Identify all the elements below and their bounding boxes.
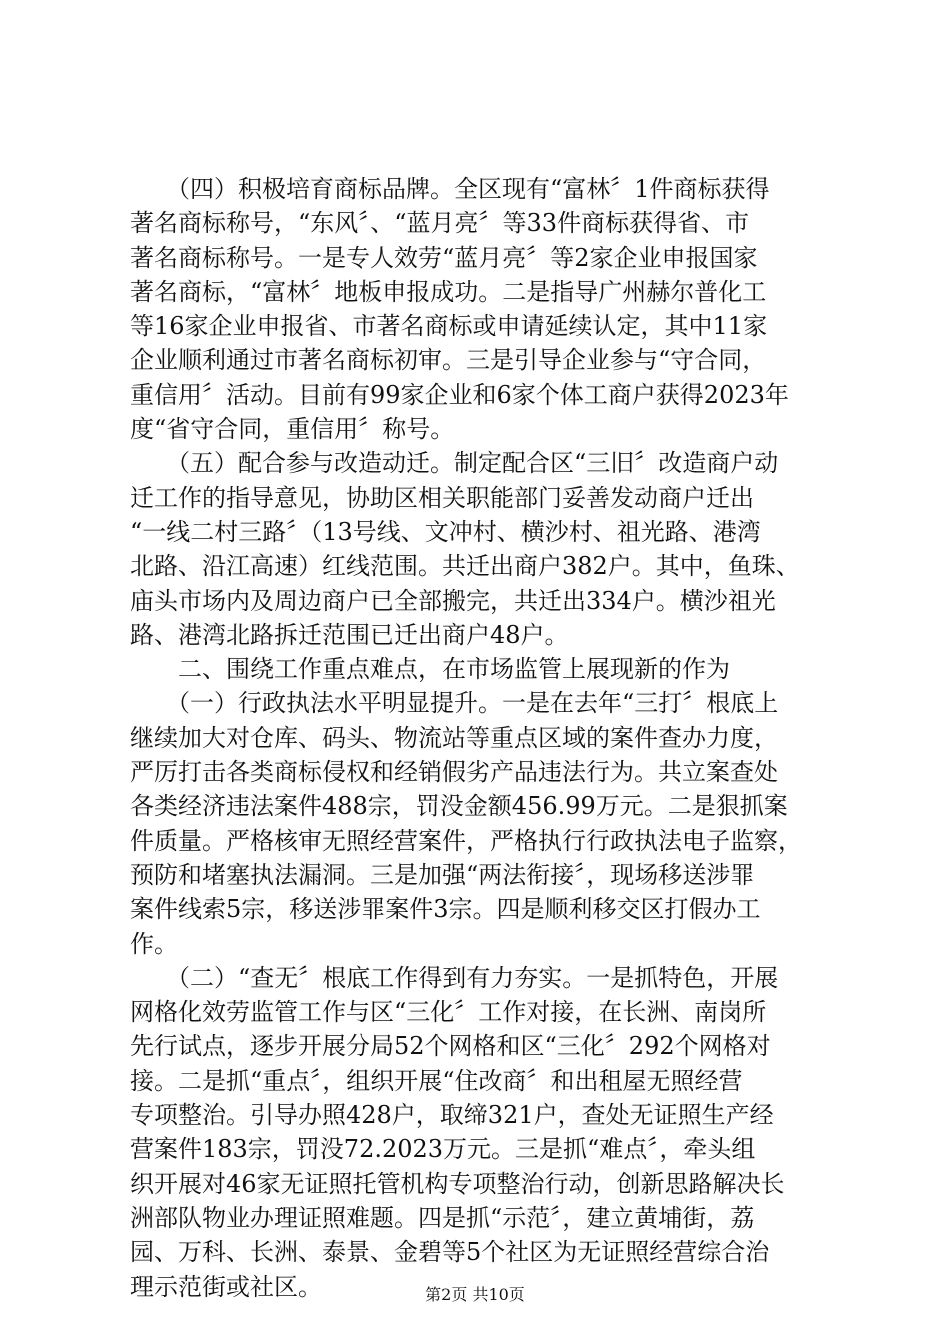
text-line: 园、万科、长洲、泰景、金碧等5个社区为无证照经营综合治 (130, 1238, 770, 1267)
text-line: 北路、沿江高速）红线范围。共迁出商户382户。其中，鱼珠、 (130, 552, 800, 581)
page-footer: 第2页 共10页 (425, 1285, 525, 1304)
text-line: 理示范街或社区。 (130, 1272, 322, 1301)
text-line: 各类经济违法案件488宗，罚没金额456.99万元。二是狠抓案 (130, 792, 788, 821)
text-line: 先行试点，逐步开展分局52个网格和区“三化〞292个网格对 (130, 1032, 771, 1061)
text-line: 庙头市场内及周边商户已全部搬完，共迁出334户。横沙祖光 (130, 586, 776, 615)
text-line: 继续加大对仓库、码头、物流站等重点区域的案件查办力度， (130, 723, 778, 752)
text-line: 专项整治。引导办照428户，取缔321户，查处无证照生产经 (130, 1101, 774, 1130)
text-line: 网格化效劳监管工作与区“三化〞工作对接，在长洲、南岗所 (130, 998, 767, 1027)
text-line: 件质量。严格核审无照经营案件，严格执行行政执法电子监察， (130, 826, 802, 855)
text-line: 洲部队物业办理证照难题。四是抓“示范〞，建立黄埔街，荔 (130, 1203, 755, 1232)
text-line: 严厉打击各类商标侵权和经销假劣产品违法行为。共立案查处 (130, 758, 778, 787)
text-line: “一线二村三路〞（13号线、文冲村、横沙村、祖光路、港湾 (130, 517, 761, 546)
text-line: 迁工作的指导意见，协助区相关职能部门妥善发动商户迁出 (130, 483, 754, 512)
text-line: 接。二是抓“重点〞，组织开展“住改商〞和出租屋无照经营 (130, 1066, 743, 1095)
text-line: 重信用〞活动。目前有99家企业和6家个体工商户获得2023年 (130, 380, 789, 409)
text-line: 案件线索5宗，移送涉罪案件3宗。四是顺利移交区打假办工 (130, 895, 761, 924)
text-line: （四）积极培育商标品牌。全区现有“富林〞1件商标获得 (130, 175, 770, 203)
text-line: 织开展对46家无证照托管机构专项整治行动，创新思路解决长 (130, 1169, 785, 1198)
document-body (130, 172, 830, 1304)
text-line: 二、围绕工作重点难点，在市场监管上展现新的作为 (130, 655, 730, 684)
text-line: 著名商标，“富林〞地板申报成功。二是指导广州赫尔普化工 (130, 277, 767, 306)
text-line: 路、港湾北路拆迁范围已迁出商户48户。 (130, 620, 569, 649)
text-line: 著名商标称号，“东风〞、“蓝月亮〞等33件商标获得省、市 (130, 209, 750, 238)
text-line: 企业顺利通过市著名商标初审。三是引导企业参与“守合同， (130, 346, 767, 375)
text-line: 作。 (130, 929, 178, 958)
text-line: 营案件183宗，罚没72.2023万元。三是抓“难点〞，牵头组 (130, 1135, 756, 1164)
text-line: 等16家企业申报省、市著名商标或申请延续认定，其中11家 (130, 312, 768, 341)
text-line: 度“省守合同，重信用〞称号。 (130, 415, 455, 444)
text-line: 著名商标称号。一是专人效劳“蓝月亮〞等2家企业申报国家 (130, 243, 758, 272)
text-line: （五）配合参与改造动迁。制定配合区“三旧〞改造商户动 (130, 449, 779, 478)
text-line: 预防和堵塞执法漏洞。三是加强“两法衔接〞，现场移送涉罪 (130, 860, 755, 889)
text-line: （二）“查无〞根底工作得到有力夯实。一是抓特色，开展 (130, 963, 779, 992)
text-line: （一）行政执法水平明显提升。一是在去年“三打〞根底上 (130, 689, 779, 718)
